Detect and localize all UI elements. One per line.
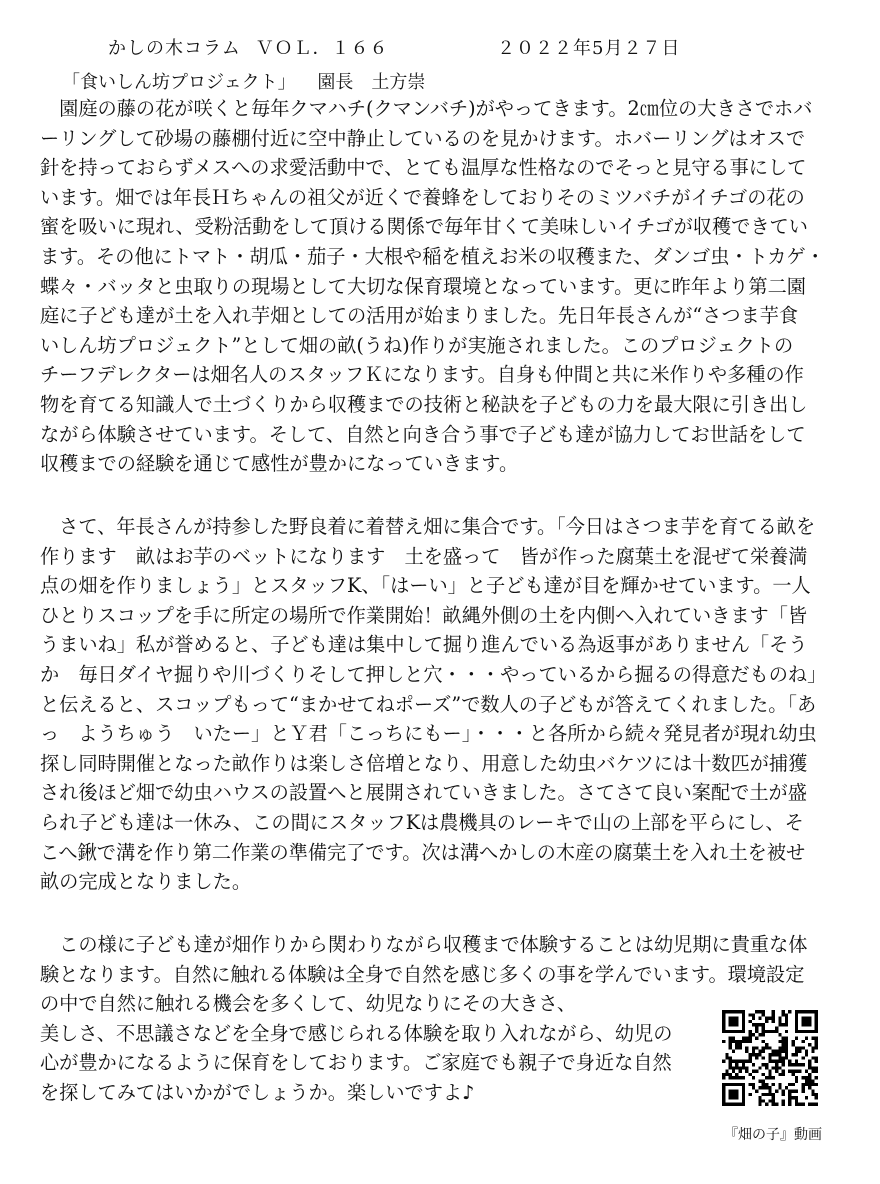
text-line: の中で自然に触れる機会を多くして、幼児なりにその大きさ、 [40,992,577,1016]
paragraph-1 [40,94,840,479]
text-line: ながら体験させています。そして、自然と向き合う事で子ども達が協力してお世話をして [40,422,806,446]
text-line: います。畑では年長Ｈちゃんの祖父が近くで養蜂をしておりそのミツバチがイチゴの花の [40,185,805,209]
text-line: ます。その他にトマト・胡瓜・茄子・大根や稲を植えお米の収穫また、ダンゴ虫・トカゲ・ [40,244,825,268]
text-line: 蝶々・バッタと虫取りの現場として大切な保育環境となっています。更に昨年より第二園 [40,274,806,298]
text-line: ひとりスコップを手に所定の場所で作業開始！畝縄外側の土を内側へ入れていきます「皆 [40,603,808,627]
project-title: 「食いしん坊プロジェクト」 [62,72,296,93]
text-line: られ子ども達は一休み、この間にスタッフKは農機具のレーキで山の上部を平らにし、そ [40,810,804,834]
qr-code-icon[interactable] [722,1010,818,1106]
text-line: 点の畑を作りましょう」とスタッフK、「はーい」と子ども達が目を輝かせています。一人 [40,574,811,598]
text-line: 探し同時開催となった畝作りは楽しさ倍増となり、用意した幼虫バケツには十数匹が捕獲 [40,751,808,775]
paragraph-2 [40,512,840,897]
text-line: と伝えると、スコップもって“まかせてねポーズ”で数人の子どもが答えてくれました。「あ [40,692,817,716]
text-line: 心が豊かになるように保育をしております。ご家庭でも親子で身近な自然 [40,1051,672,1075]
text-line: 作ります 畝はお芋のベットになります 土を盛って 皆が作った腐葉土を混ぜて栄養満 [40,544,808,568]
text-line: うまいね」私が誉めると、子ども達は集中して掘り進んでいる為返事がありません「そう [40,633,808,657]
text-line: ーリングして砂場の藤棚付近に空中静止しているのを見かけます。ホバーリングはオスで [40,126,806,150]
column-header [108,34,681,60]
text-line: か 毎日ダイヤ掘りや川づくりそして押しと穴・・・やっているから掘るの得意だものね」 [40,662,827,686]
issue-date: ２０２２年5月２７日 [497,38,681,59]
text-line: 園庭の藤の花が咲くと毎年クマハチ(クマンバチ)がやってきます。2㎝位の大きさでホバ [40,97,813,120]
text-line: 収穫までの経験を通じて感性が豊かになっていきます。 [40,452,519,476]
text-line: 蜜を吸いに現れ、受粉活動をして頂ける関係で毎年甘くて美味しいイチゴが収穫できてい [40,215,808,239]
text-line: 畝の完成となりました。 [40,870,252,894]
text-line: され後ほど畑で幼虫ハウスの設置へと展開されていきました。さてさて良い案配で土が盛 [40,781,807,805]
text-line: 験となります。自然に触れる体験は全身で自然を感じ多くの事を学んでいます。環境設定 [40,962,805,986]
text-line: いしん坊プロジェクト”として畑の畝(うね)作りが実施されました。このプロジェクトの [40,333,794,357]
paragraph-3 [40,930,840,1108]
column-subtitle [62,68,425,94]
author-line: 園長 土方崇 [317,72,426,93]
text-line: こへ鍬で溝を作り第二作業の準備完了です。次は溝へかしの木産の腐葉土を入れ土を被せ [40,840,806,864]
text-line: 美しさ、不思議さなどを全身で感じられる体験を取り入れながら、幼児の [40,1021,673,1045]
text-line: っ ようちゅう いたー」とＹ君「こっちにもー」・・・と各所から続々発見者が現れ幼虫 [40,722,817,746]
text-line: 物を育てる知識人で土づくりから収穫までの技術と秘訣を子どもの力を最大限に引き出し [40,392,808,416]
text-line: この様に子ども達が畑作りから関わりながら収穫まで体験することは幼児期に貴重な体 [40,933,808,956]
text-line: 庭に子ども達が土を入れ芋畑としての活用が始まりました。先日年長さんが“さつま芋食 [40,304,799,328]
volume-number: ＶＯＬ．１６６ [255,38,389,59]
text-line: チーフデレクターは畑名人のスタッフＫになります。自身も仲間と共に米作りや多種の作 [40,363,804,387]
text-line: さて、年長さんが持参した野良着に着替え畑に集合です。「今日はさつま芋を育てる畝を [40,515,816,538]
text-line: 針を持っておらずメスへの求愛活動中で、とても温厚な性格なのでそっと見守る事にして [40,156,807,180]
qr-caption: 『畑の子』動画 [724,1127,822,1143]
text-line: を探してみてはいかがでしょうか。楽しいですよ♪ [40,1080,475,1104]
column-title: かしの木コラム [108,38,241,59]
